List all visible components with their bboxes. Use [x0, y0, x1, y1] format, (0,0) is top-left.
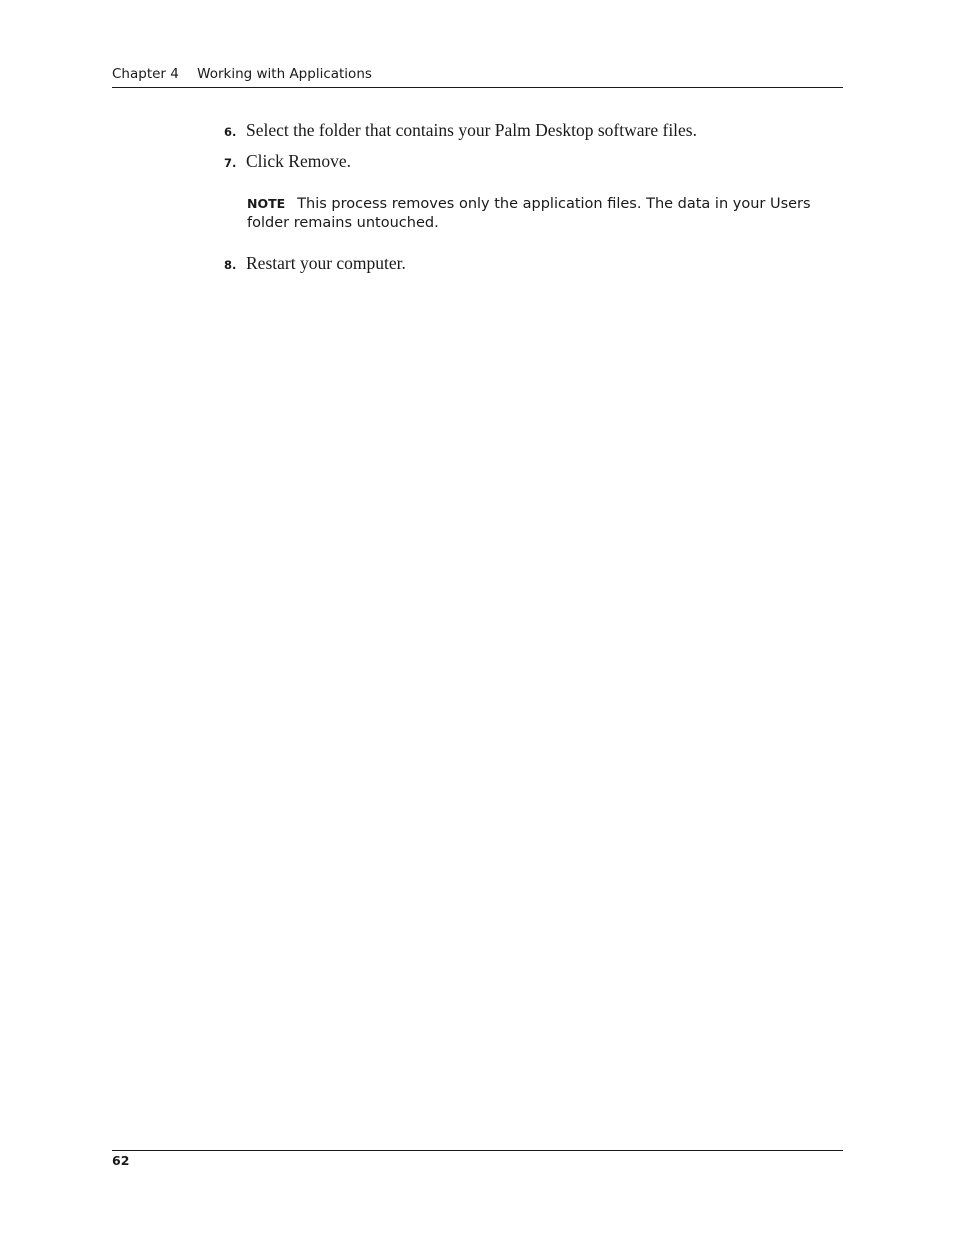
header-rule [112, 87, 843, 88]
step-number: 7. [224, 156, 237, 170]
note-label: NOTE [247, 196, 286, 211]
step-text: Click Remove. [246, 151, 351, 171]
step-text: Restart your computer. [246, 253, 406, 273]
step-item [224, 253, 834, 274]
footer-rule [112, 1150, 843, 1151]
step-text: Select the folder that contains your Palm Desktop software files. [246, 120, 697, 140]
note-block [247, 194, 837, 233]
chapter-number: Chapter 4 [112, 66, 179, 82]
page-number: 62 [112, 1153, 130, 1168]
step-item [224, 151, 834, 172]
running-header [112, 65, 843, 83]
step-number: 8. [224, 258, 237, 272]
note-text: This process removes only the application files. The data in your Users folder remains untouched. [247, 196, 811, 231]
step-number: 6. [224, 125, 237, 139]
chapter-title: Working with Applications [197, 66, 372, 82]
step-item [224, 120, 834, 141]
